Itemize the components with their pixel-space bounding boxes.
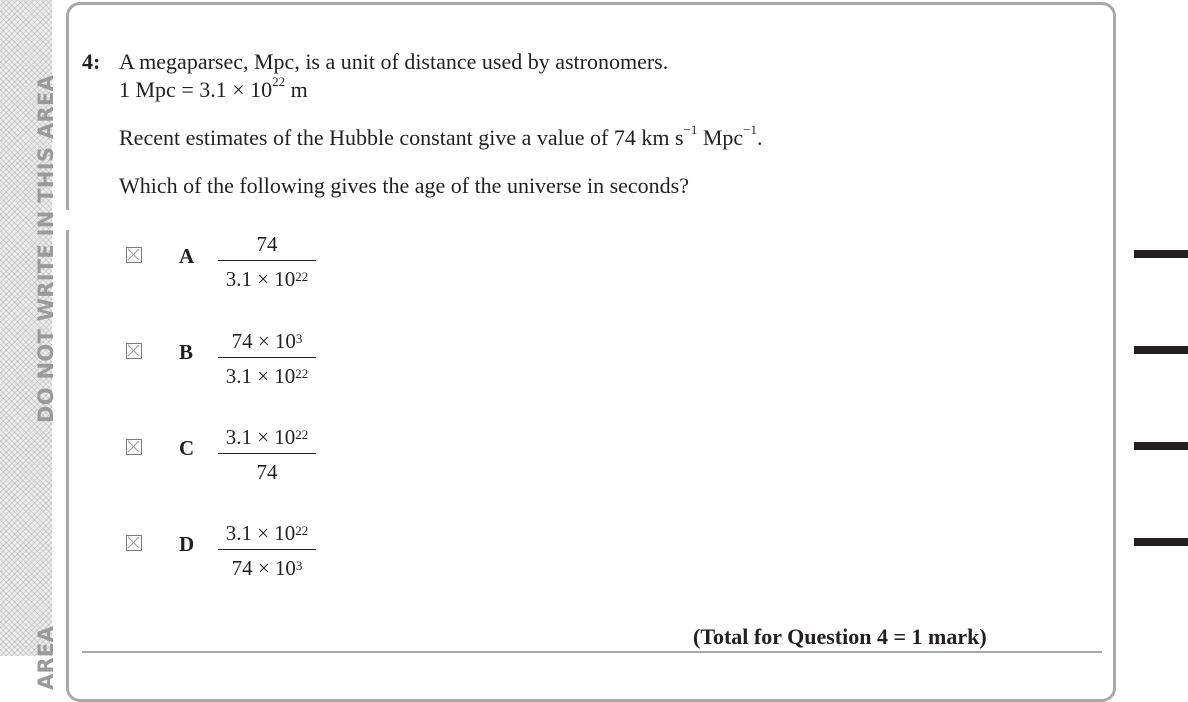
numerator: $3.1 \times 10^{22}$ — [225, 425, 309, 449]
margin-tick-mark — [1134, 538, 1188, 546]
fraction-b — [218, 328, 316, 389]
margin-tick-mark — [1134, 250, 1188, 258]
margin-tick-mark — [1134, 442, 1188, 450]
option-letter: B — [179, 340, 194, 364]
option-d — [0, 520, 1188, 600]
denominator: $3.1 \times 10^{22}$ — [225, 267, 309, 291]
margin-warning-text: DO NOT WRITE IN THIS AREA — [34, 74, 58, 423]
mpc-definition: 1 Mpc = 3.1 × 10 — [119, 77, 273, 102]
fraction-a — [218, 231, 316, 292]
question-line-2 — [119, 74, 308, 103]
cross-icon — [127, 536, 140, 549]
question-prompt: Which of the following gives the age of the universe in seconds? — [119, 173, 690, 198]
margin-tick-mark — [1134, 346, 1188, 354]
exponent: −1 — [683, 122, 698, 137]
hubble-unit: Mpc — [697, 125, 744, 150]
option-b — [0, 328, 1188, 408]
question-number: 4: — [82, 49, 101, 74]
bottom-rule — [82, 651, 1102, 653]
question-line-1: A megaparsec, Mpc, is a unit of distance used by astronomers. — [119, 49, 669, 74]
question-line-3 — [119, 122, 763, 151]
checkbox-d[interactable] — [126, 535, 142, 551]
denominator: $3.1 \times 10^{22}$ — [225, 364, 309, 388]
denominator: $74 \times 10^3$ — [231, 556, 303, 580]
period: . — [757, 125, 763, 150]
option-letter: A — [179, 244, 195, 268]
exponent: −1 — [743, 122, 758, 137]
unit: m — [285, 77, 308, 102]
checkbox-b[interactable] — [126, 343, 142, 359]
numerator: $3.1 \times 10^{22}$ — [225, 521, 309, 545]
checkbox-a[interactable] — [126, 247, 142, 263]
numerator: $74 \times 10^3$ — [231, 329, 303, 353]
cross-icon — [127, 344, 140, 357]
margin-warning-text-partial: AREA — [34, 625, 58, 690]
option-c — [0, 424, 1188, 504]
option-letter: C — [179, 436, 195, 460]
exponent: 22 — [272, 74, 286, 89]
denominator: 74 — [256, 460, 278, 484]
fraction-d — [218, 520, 316, 581]
numerator: 74 — [256, 232, 278, 256]
option-a — [0, 232, 1188, 312]
hubble-text: Recent estimates of the Hubble constant give a value of 74 km s — [119, 125, 684, 150]
total-marks: (Total for Question 4 = 1 mark) — [693, 624, 987, 649]
cross-icon — [127, 440, 140, 453]
cross-icon — [127, 248, 140, 261]
option-letter: D — [179, 532, 195, 556]
fraction-c — [218, 424, 316, 485]
checkbox-c[interactable] — [126, 439, 142, 455]
